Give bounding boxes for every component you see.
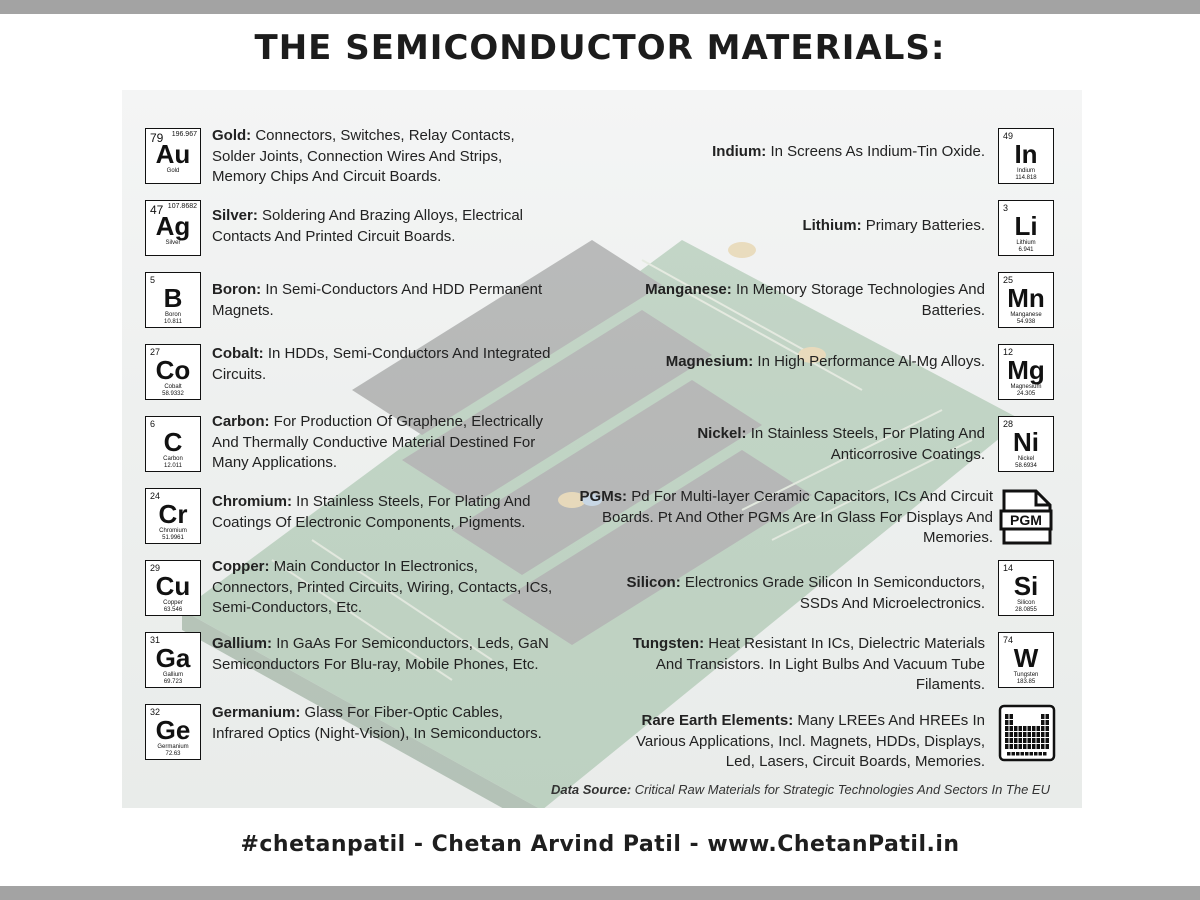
element-tile-ge — [145, 704, 201, 760]
element-symbol: Ge — [155, 715, 191, 745]
material-name: Boron: — [212, 281, 262, 298]
material-uses: In High Performance Al-Mg Alloys. — [757, 353, 985, 370]
element-name: Tungsten — [1013, 672, 1039, 678]
element-tile-si — [998, 560, 1054, 616]
element-symbol: Ni — [1013, 427, 1039, 457]
element-tile-ni — [998, 416, 1054, 472]
element-symbol: In — [1014, 139, 1038, 169]
material-uses: In Screens As Indium-Tin Oxide. — [770, 143, 985, 160]
atomic-mass: 58.9332 — [162, 391, 184, 397]
material-description — [212, 703, 557, 744]
atomic-number: 24 — [150, 491, 161, 501]
element-symbol: Li — [1014, 211, 1038, 241]
material-description — [212, 492, 557, 533]
atomic-mass: 10.811 — [164, 319, 182, 325]
atomic-mass: 28.0855 — [1015, 607, 1037, 613]
material-name: Cobalt: — [212, 345, 264, 362]
atomic-mass: 107.8682 — [167, 203, 197, 210]
material-description — [615, 142, 985, 163]
element-name: Gold — [166, 168, 180, 174]
element-name: Manganese — [1010, 312, 1042, 318]
element-tile-in — [998, 128, 1054, 184]
material-uses: In Stainless Steels, For Plating And Coatings Of Electronic Components, Pigments. — [212, 493, 531, 531]
material-uses: For Production Of Graphene, Electrically And Thermally Conductive Material Destined For Many Applications. — [212, 413, 543, 471]
element-symbol: Ga — [155, 643, 191, 673]
element-symbol: Co — [155, 355, 191, 385]
element-name: Indium — [1016, 168, 1035, 174]
atomic-mass: 58.6934 — [1015, 463, 1037, 469]
top-border — [0, 0, 1200, 14]
footer-credit: #chetanpatil - Chetan Arvind Patil - www.ChetanPatil.in — [240, 832, 960, 857]
element-symbol: Mn — [1007, 283, 1045, 313]
element-symbol: Mg — [1007, 355, 1045, 385]
material-name: Germanium: — [212, 704, 301, 721]
element-tile-c — [145, 416, 201, 472]
element-name: Chromium — [159, 528, 187, 534]
material-description — [212, 126, 557, 188]
material-description — [212, 206, 557, 247]
atomic-number: 74 — [1003, 635, 1014, 645]
material-uses: Soldering And Brazing Alloys, Electrical Contacts And Printed Circuit Boards. — [212, 207, 524, 245]
element-tile-mn — [998, 272, 1054, 328]
material-name: Lithium: — [802, 217, 862, 234]
element-tile-cu — [145, 560, 201, 616]
atomic-number: 79 — [150, 131, 164, 145]
element-name: Boron — [164, 312, 181, 318]
atomic-number: 12 — [1003, 347, 1014, 357]
element-symbol: Ag — [155, 211, 191, 241]
atomic-mass: 72.63 — [165, 751, 181, 757]
atomic-number: 31 — [150, 635, 161, 645]
material-uses: Many LREEs And HREEs In Various Applications, Incl. Magnets, HDDs, Displays, Led, Lasers, Circuit Boards, Memories. — [635, 712, 985, 770]
material-description — [615, 711, 985, 773]
atomic-number: 27 — [150, 347, 161, 357]
atomic-number: 47 — [150, 203, 164, 217]
atomic-number: 3 — [1003, 203, 1009, 213]
atomic-number: 49 — [1003, 131, 1014, 141]
material-name: Rare Earth Elements: — [641, 712, 794, 729]
material-uses: In Stainless Steels, For Plating And Anticorrosive Coatings. — [750, 425, 985, 463]
element-tile-cr — [145, 488, 201, 544]
atomic-mass: 114.818 — [1015, 175, 1037, 181]
element-tile-mg — [998, 344, 1054, 400]
material-name: Indium: — [712, 143, 767, 160]
material-name: Magnesium: — [665, 353, 754, 370]
data-source-text: Critical Raw Materials for Strategic Technologies And Sectors In The EU — [634, 782, 1050, 797]
material-uses: Glass For Fiber-Optic Cables, Infrared Optics (Night-Vision), In Semiconductors. — [212, 704, 542, 742]
atomic-mass: 54.938 — [1016, 319, 1036, 325]
bottom-border — [0, 886, 1200, 900]
data-source-label: Data Source: — [550, 782, 632, 797]
material-name: Tungsten: — [632, 635, 705, 652]
element-name: Lithium — [1016, 240, 1036, 246]
atomic-mass: 69.723 — [163, 679, 183, 685]
material-description — [615, 280, 985, 321]
material-name: Manganese: — [645, 281, 732, 298]
material-description — [212, 412, 557, 474]
material-name: Chromium: — [212, 493, 292, 510]
element-symbol: W — [1013, 643, 1039, 673]
element-name: Magnesium — [1010, 384, 1042, 390]
material-description — [615, 573, 985, 614]
element-name: Nickel — [1017, 456, 1035, 462]
material-name: Gold: — [212, 127, 252, 144]
page-title: THE SEMICONDUCTOR MATERIALS: — [254, 28, 946, 68]
material-uses: Heat Resistant In ICs, Dielectric Materials And Transistors. In Light Bulbs And Vacuum Tube Filaments. — [655, 635, 985, 693]
atomic-mass: 183.85 — [1016, 679, 1036, 685]
pgm-icon-label: PGM — [1010, 512, 1042, 528]
element-tile-w — [998, 632, 1054, 688]
element-symbol: Au — [155, 139, 191, 169]
atomic-number: 6 — [150, 419, 156, 429]
element-name: Copper — [163, 600, 183, 606]
atomic-number: 14 — [1003, 563, 1014, 573]
atomic-mass: 196.967 — [171, 131, 197, 138]
data-source — [490, 782, 1050, 797]
material-uses: Main Conductor In Electronics, Connectors, Printed Circuits, Wiring, Contacts, ICs, Semi-Conductors, Etc. — [212, 558, 553, 616]
material-uses: In Semi-Conductors And HDD Permanent Magnets. — [212, 281, 543, 319]
element-tile-ag — [145, 200, 201, 256]
element-symbol: Si — [1013, 571, 1039, 601]
material-uses: In Memory Storage Technologies And Batteries. — [735, 281, 985, 319]
element-name: Silicon — [1017, 600, 1035, 606]
material-uses: In GaAs For Semiconductors, Leds, GaN Semiconductors For Blu-ray, Mobile Phones, Etc. — [212, 635, 549, 673]
material-description — [615, 352, 985, 373]
material-name: Gallium: — [212, 635, 273, 652]
material-description — [615, 424, 985, 465]
atomic-mass: 24.305 — [1016, 391, 1036, 397]
element-tile-b — [145, 272, 201, 328]
atomic-mass: 63.546 — [163, 607, 183, 613]
material-uses: Primary Batteries. — [865, 217, 985, 234]
atomic-mass: 12.011 — [164, 463, 182, 469]
element-tile-au — [145, 128, 201, 184]
atomic-mass: 51.9961 — [162, 535, 184, 541]
material-uses: Connectors, Switches, Relay Contacts, Solder Joints, Connection Wires And Strips, Memory Chips And Circuit Boards. — [212, 127, 515, 185]
atomic-mass: 6.941 — [1018, 247, 1034, 253]
material-name: PGMs: — [579, 488, 628, 505]
pgm-file-icon — [998, 488, 1056, 546]
material-description — [573, 487, 993, 549]
element-symbol: Cr — [158, 499, 188, 529]
material-description — [212, 634, 557, 675]
material-name: Carbon: — [212, 413, 270, 430]
material-name: Silver: — [212, 207, 258, 224]
material-name: Silicon: — [626, 574, 681, 591]
material-uses: In HDDs, Semi-Conductors And Integrated Circuits. — [212, 345, 551, 383]
element-name: Gallium — [162, 672, 184, 678]
element-tile-co — [145, 344, 201, 400]
atomic-number: 25 — [1003, 275, 1014, 285]
atomic-number: 29 — [150, 563, 161, 573]
element-symbol: B — [163, 283, 183, 313]
material-description — [615, 216, 985, 237]
material-description — [615, 634, 985, 696]
element-tile-li — [998, 200, 1054, 256]
element-name: Cobalt — [164, 384, 182, 390]
element-name: Carbon — [163, 456, 183, 462]
material-uses: Electronics Grade Silicon In Semiconductors, SSDs And Microelectronics. — [684, 574, 985, 612]
material-description — [212, 557, 557, 619]
element-name: Silver — [165, 240, 181, 246]
material-name: Nickel: — [697, 425, 747, 442]
material-description — [212, 344, 557, 385]
periodic-table-icon — [998, 704, 1056, 762]
element-tile-ga — [145, 632, 201, 688]
element-symbol: C — [163, 427, 183, 457]
material-name: Copper: — [212, 558, 270, 575]
element-symbol: Cu — [155, 571, 191, 601]
material-uses: Pd For Multi-layer Ceramic Capacitors, ICs And Circuit Boards. Pt And Other PGMs Are In Glass For Displays And Memories. — [602, 488, 993, 546]
element-name: Germanium — [157, 744, 189, 750]
atomic-number: 32 — [150, 707, 161, 717]
atomic-number: 28 — [1003, 419, 1014, 429]
material-description — [212, 280, 557, 321]
atomic-number: 5 — [150, 275, 156, 285]
